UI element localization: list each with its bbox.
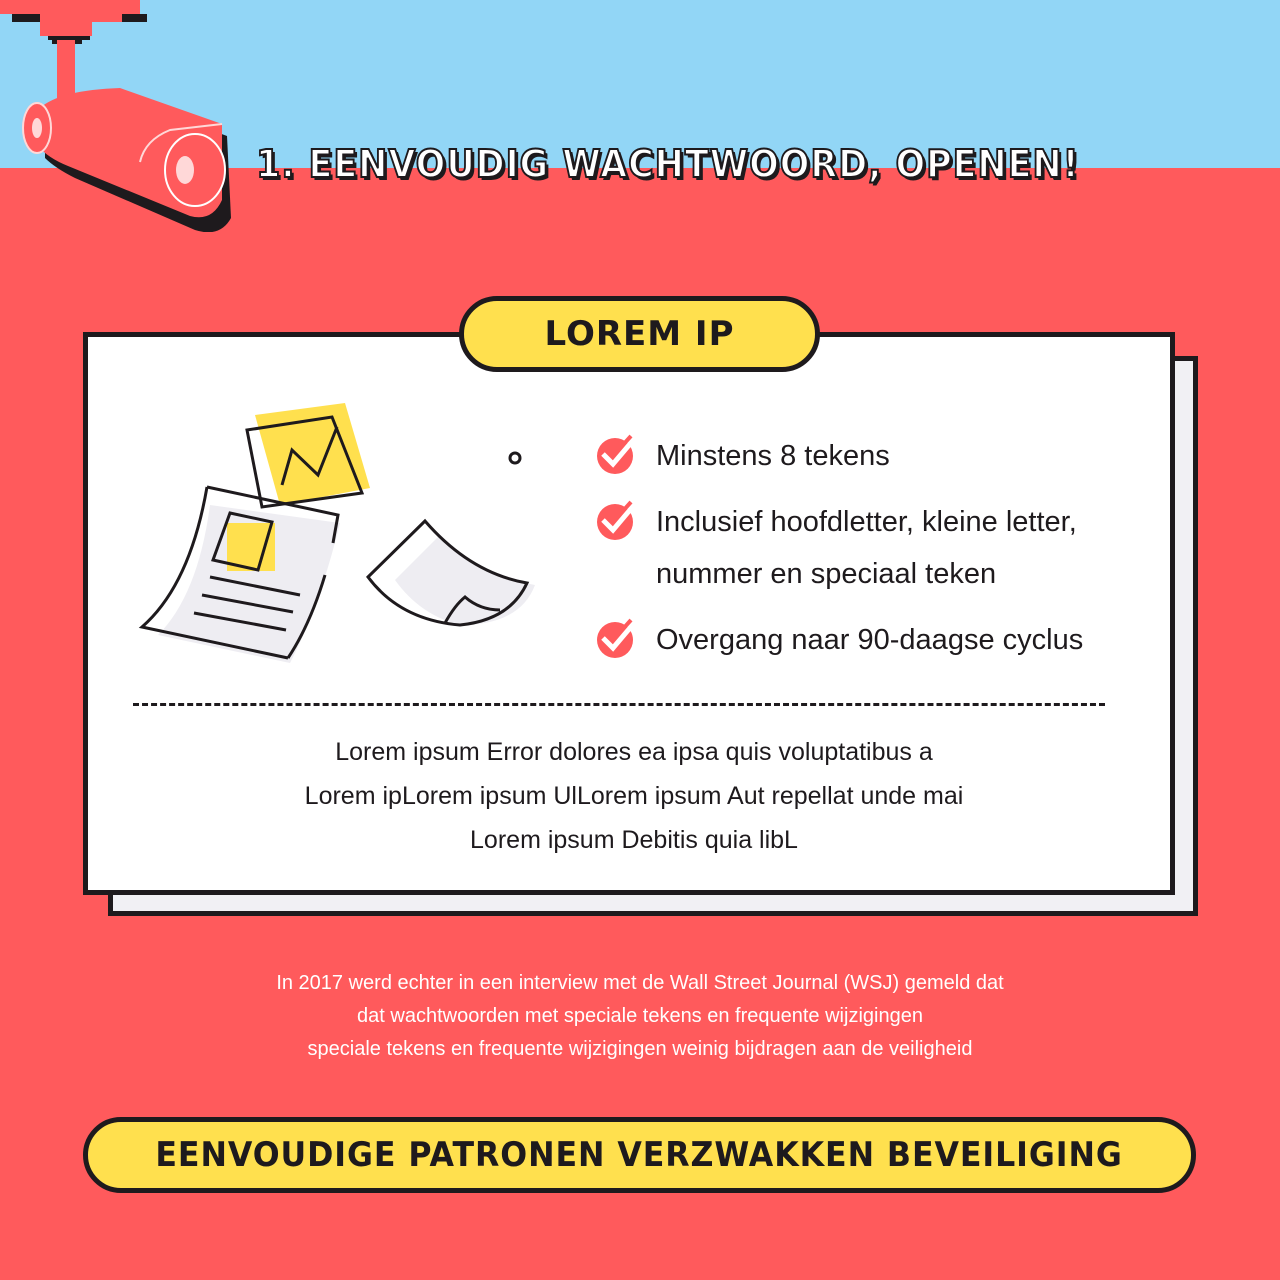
page-title: 1. EENVOUDIG WACHTWOORD, OPENEN! xyxy=(256,142,1080,186)
footnote-line: In 2017 werd echter in een interview met de Wall Street Journal (WSJ) gemeld dat xyxy=(276,972,1004,994)
documents-illustration xyxy=(130,395,550,675)
checklist-item-text: Overgang naar 90-daagse cyclus xyxy=(656,624,1084,656)
checklist-item-text: Inclusief hoofdletter, kleine letter, nummer en speciaal teken xyxy=(656,506,1077,590)
footnote-line: dat wachtwoorden met speciale tekens en frequente wijzigingen xyxy=(357,1005,923,1027)
card-badge-label: LOREM IP xyxy=(544,314,735,354)
checklist-item xyxy=(595,430,1135,482)
footnote-line: speciale tekens en frequente wijzigingen weinig bijdragen aan de veiligheid xyxy=(307,1038,973,1060)
footer-banner xyxy=(83,1117,1196,1193)
checklist-item xyxy=(595,496,1135,600)
check-icon xyxy=(595,498,639,542)
checklist-item-text: Minstens 8 tekens xyxy=(656,440,890,472)
check-icon xyxy=(595,432,639,476)
dashed-divider xyxy=(133,703,1105,706)
card-body-line: Lorem ipLorem ipsum UlLorem ipsum Aut repellat unde mai xyxy=(304,782,964,810)
card-body-line: Lorem ipsum Debitis quia libL xyxy=(470,826,798,854)
card-body-text xyxy=(183,730,1085,862)
requirements-checklist xyxy=(595,430,1135,680)
security-camera-icon xyxy=(0,0,240,232)
footer-banner-label: EENVOUDIGE PATRONEN VERZWAKKEN BEVEILIGING xyxy=(155,1135,1124,1175)
card-body-line: Lorem ipsum Error dolores ea ipsa quis voluptatibus a xyxy=(335,738,933,766)
checklist-item xyxy=(595,614,1135,666)
footnote-text xyxy=(140,967,1140,1066)
card-badge xyxy=(459,296,820,372)
check-icon xyxy=(595,616,639,660)
